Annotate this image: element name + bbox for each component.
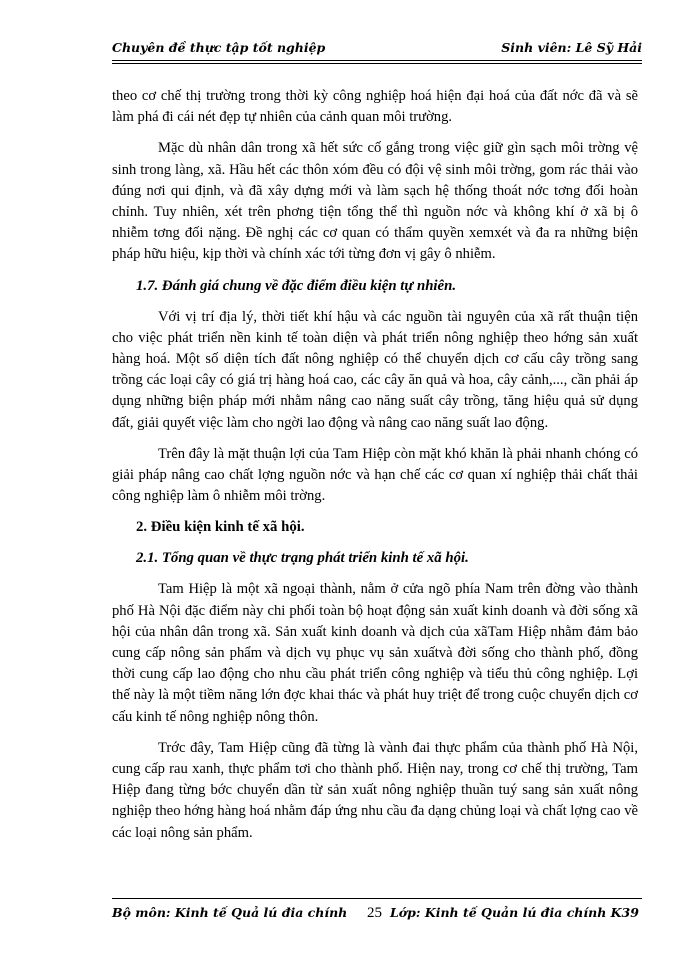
footer-department: Bộ môn: Kinh tế Quả lú đia chính [112, 905, 348, 920]
paragraph-tam-hiep-history: Trớc đây, Tam Hiệp cũng đã từng là vành đai thực phẩm của thành phố Hà Nội, cung cấp rau xanh, thực phẩm tơi cho thành phố. Hiện nay, trong cơ chế thị trường, Tam Hiệp đang từng bớc chuyển dần từ sản xuất nông nghiệp thuần tuý sang sản xuất nông nghiệp theo hớng hàng hoá nhằm đáp ứng nhu cầu đa dạng chủng loại và chất lợng cao về các loại nông sản phẩm. [112, 739, 638, 841]
paragraph-continuation: theo cơ chế thị trường trong thời kỳ công nghiệp hoá hiện đại hoá của đất nớc đã và sẽ làm phá đi cái nét đẹp tự nhiên của cảnh quan môi trường. [112, 88, 638, 126]
heading-1-7: 1.7. Đánh giá chung về đặc điểm điều kiện tự nhiên. [136, 277, 457, 294]
paragraph-difficulties: Trên đây là mặt thuận lợi của Tam Hiệp còn mặt khó khăn là phải nhanh chóng có giải pháp nâng cao chất lợng nguồn nớc và hạn chế các cơ quan xí nghiệp thải chất thải công nghiệp làm ô nhiễm môi trờng. [112, 445, 638, 505]
paragraph-tam-hiep-overview: Tam Hiệp là một xã ngoại thành, nằm ở cửa ngõ phía Nam trên đờng vào thành phố Hà Nội đặc điểm này chi phối toàn bộ hoạt động sản xuất kinh doanh và đời sống xã hội của nhân dân trong xã. Sản xuất kinh doanh và dịch của xãTam Hiệp nhằm đảm bảo cung cấp nông sản phẩm và dịch vụ phục vụ sản xuấtvà đời sống cho thành phố, đồng thời cung cấp lao động cho nhu cầu phát triển công nghiệp và tiểu thủ công nghiệp. Lợi thế này là một tiềm năng lớn đợc khai thác và phát huy triệt để trong cuộc chuyển dịch cơ cấu kinh tế nông nghiệp nông thôn. [112, 581, 638, 725]
page-body [112, 86, 638, 844]
header-student-name: Sinh viên: Lê Sỹ Hải [501, 40, 642, 55]
heading-2: 2. Điều kiện kinh tế xã hội. [136, 519, 305, 536]
heading-2-1: 2.1. Tổng quan về thực trạng phát triển kinh tế xã hội. [136, 550, 469, 567]
paragraph-geography: Với vị trí địa lý, thời tiết khí hậu và các nguồn tài nguyên của xã rất thuận tiện cho việc phát triển nền kinh tế toàn diện và phát triển nông nghiệp theo hớng sản xuất hàng hoá. Một số diện tích đất nông nghiệp có thể chuyển dịch cơ cấu cây trồng sang trồng các loại cây có giá trị hàng hoá cao, các cây ăn quả và hoa, cây cảnh,..., cần phải áp dụng những biện pháp mới nhằm nâng cao năng suất cây trồng, tăng hiệu quả sử dụng đất, giải quyết việc làm cho ngời lao động và nâng cao năng suất lao động. [112, 308, 638, 431]
page-footer [112, 898, 642, 925]
footer-class: Lớp: Kinh tế Quản lú đia chính K39 [390, 905, 639, 920]
page-number: 25 [367, 905, 382, 921]
paragraph-sanitation: Mặc dù nhân dân trong xã hết sức cố gắng trong việc giữ gìn sạch môi trờng vệ sinh trong làng, xã. Hầu hết các thôn xóm đều có đội vệ sinh môi trờng, gom rác thải vào đúng nơi qui định, và đã xây dựng mới và làm sạch hệ thống thoát nớc tơng đối hoàn chỉnh. Tuy nhiên, xét trên phơng tiện tổng thể thì nguồn nớc và không khí ở xã bị ô nhiễm tơng đối nặng. Đề nghị các cơ quan có thẩm quyền xemxét và đa ra những biện pháp hữu hiệu, kịp thời và chính xác tới từng đơn vị gây ô nhiễm. [112, 140, 638, 263]
page-header [112, 36, 642, 64]
header-thesis-title: Chuyên đề thực tập tốt nghiệp [112, 40, 326, 55]
